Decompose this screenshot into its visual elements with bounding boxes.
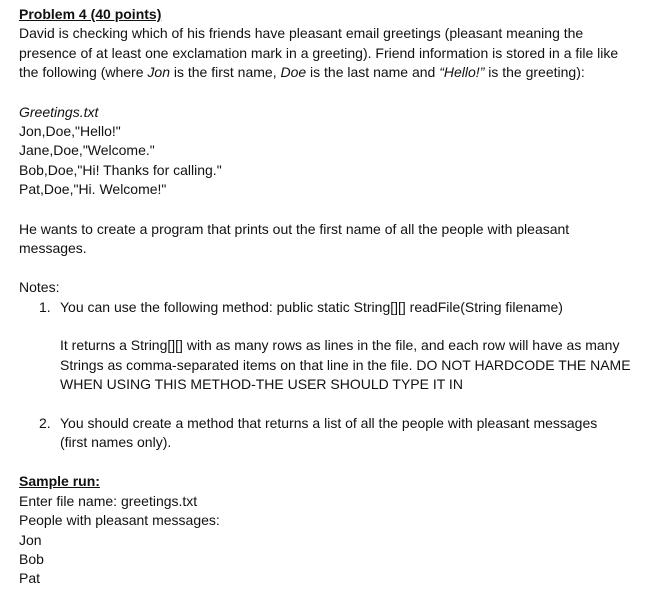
sample-line-3: Jon xyxy=(19,531,42,548)
note-2-number: 2. xyxy=(39,414,51,431)
note-2-continuation: (first names only). xyxy=(60,433,172,450)
note-1-detail-3: WHEN USING THIS METHOD-THE USER SHOULD TYPE IT IN xyxy=(60,376,463,393)
intro-last-name-example: Doe xyxy=(280,64,307,81)
intro-line-3-e: is the last name and xyxy=(306,64,440,81)
file-name: Greetings.txt xyxy=(19,103,99,120)
intro-greeting-example: “Hello!” xyxy=(439,64,485,81)
note-1-detail-2: Strings as comma-separated items on that line in the file. DO NOT HARDCODE THE NAME xyxy=(60,356,631,373)
sample-line-1: Enter file name: greetings.txt xyxy=(19,492,198,509)
intro-line-3-a: the following (where xyxy=(19,64,148,81)
intro-line-3-c: is the first name, xyxy=(169,64,281,81)
sample-run xyxy=(19,472,655,588)
sample-line-5: Pat xyxy=(19,570,41,587)
note-1-number: 1. xyxy=(39,298,51,315)
note-1-detail-1: It returns a String[][] with as many rows as lines in the file, and each row will have as many xyxy=(60,337,620,354)
notes-heading: Notes: xyxy=(19,279,60,296)
sample-heading: Sample run: xyxy=(19,473,100,490)
file-line-3: Bob,Doe,"Hi! Thanks for calling." xyxy=(19,161,222,178)
note-item-2 xyxy=(19,414,655,433)
note-1-text: You can use the following method: public static String[][] readFile(String filename) xyxy=(60,298,563,315)
problem-document xyxy=(19,5,655,589)
intro-line-1: David is checking which of his friends have pleasant email greetings (pleasant meaning the xyxy=(19,25,584,42)
file-line-2: Jane,Doe,"Welcome." xyxy=(19,142,155,159)
file-line-4: Pat,Doe,"Hi. Welcome!" xyxy=(19,181,167,198)
sample-line-2: People with pleasant messages: xyxy=(19,512,220,529)
task-line-1: He wants to create a program that prints out the first name of all the people with pleasant xyxy=(19,220,570,237)
intro-line-3 xyxy=(19,63,655,82)
notes-section xyxy=(19,278,655,452)
intro-line-2: presence of at least one exclamation mark in a greeting). Friend information is stored in a file like xyxy=(19,44,619,61)
task-paragraph xyxy=(19,220,655,259)
intro-first-name-example: Jon xyxy=(147,64,170,81)
note-2-text: You should create a method that returns a list of all the people with pleasant messages xyxy=(60,414,598,431)
note-item-1 xyxy=(19,298,655,317)
task-line-2: messages. xyxy=(19,240,87,257)
sample-line-4: Bob xyxy=(19,550,44,567)
file-example xyxy=(19,103,655,200)
problem-title: Problem 4 (40 points) xyxy=(19,6,162,22)
intro-paragraph xyxy=(19,24,655,82)
file-line-1: Jon,Doe,"Hello!" xyxy=(19,123,121,140)
intro-line-3-g: is the greeting): xyxy=(484,64,585,81)
